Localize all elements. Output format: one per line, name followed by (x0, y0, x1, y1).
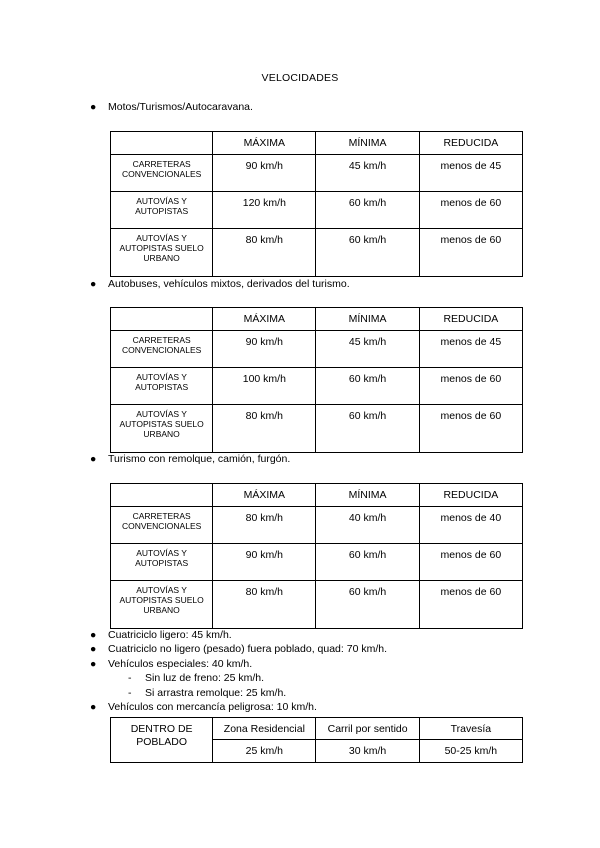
header-empty (111, 308, 213, 331)
row-label: CARRETERAS CONVENCIONALES (111, 507, 213, 544)
speed-table-autobuses (110, 307, 523, 453)
cell-minima: 45 km/h (316, 331, 419, 368)
bullet-dot: ● (90, 643, 97, 655)
bullet-mercancia-peligrosa (90, 701, 317, 713)
cell-zona-residencial: 25 km/h (213, 740, 316, 763)
cell-maxima: 120 km/h (213, 192, 316, 229)
cell-minima: 60 km/h (316, 229, 419, 277)
table-row (111, 155, 523, 192)
bullet-motos (90, 101, 253, 113)
bullet-cuatriciclo-no-ligero (90, 643, 387, 655)
cell-maxima: 90 km/h (213, 331, 316, 368)
cell-reducida: menos de 60 (419, 368, 522, 405)
table-row (111, 368, 523, 405)
header-minima: MÍNIMA (316, 132, 419, 155)
row-label: AUTOVÍAS Y AUTOPISTAS SUELO URBANO (111, 229, 213, 277)
section-label: Turismo con remolque, camión, furgón. (108, 453, 291, 465)
bullet-vehiculos-especiales (90, 658, 252, 670)
cell-carril-sentido: 30 km/h (316, 740, 419, 763)
bullet-text: Vehículos con mercancía peligrosa: 10 km/h. (108, 701, 317, 713)
table-row (111, 331, 523, 368)
cell-reducida: menos de 60 (419, 192, 522, 229)
cell-minima: 45 km/h (316, 155, 419, 192)
row-label: AUTOVÍAS Y AUTOPISTAS SUELO URBANO (111, 405, 213, 453)
cell-reducida: menos de 45 (419, 155, 522, 192)
cell-reducida: menos de 40 (419, 507, 522, 544)
cell-reducida: menos de 60 (419, 544, 522, 581)
header-reducida: REDUCIDA (419, 484, 522, 507)
header-maxima: MÁXIMA (213, 132, 316, 155)
bullet-text: Cuatriciclo ligero: 45 km/h. (108, 629, 232, 641)
cell-maxima: 90 km/h (213, 544, 316, 581)
cell-maxima: 80 km/h (213, 581, 316, 629)
table-row (111, 581, 523, 629)
sub-bullet-text: Sin luz de freno: 25 km/h. (145, 672, 265, 684)
section-label: Autobuses, vehículos mixtos, derivados del turismo. (108, 278, 350, 290)
table-header-row (111, 484, 523, 507)
row-label: AUTOVÍAS Y AUTOPISTAS (111, 368, 213, 405)
bullet-cuatriciclo-ligero (90, 629, 232, 641)
bullet-autobuses (90, 278, 350, 290)
sub-bullet-dash: - (128, 672, 132, 684)
table-row (111, 192, 523, 229)
bullet-turismo-remolque (90, 453, 290, 465)
cell-minima: 60 km/h (316, 544, 419, 581)
row-label: AUTOVÍAS Y AUTOPISTAS SUELO URBANO (111, 581, 213, 629)
table-header-row (111, 132, 523, 155)
cell-maxima: 80 km/h (213, 405, 316, 453)
header-carril-sentido: Carril por sentido (316, 718, 419, 740)
bullet-dot: ● (90, 101, 97, 113)
header-zona-residencial: Zona Residencial (213, 718, 316, 740)
header-reducida: REDUCIDA (419, 132, 522, 155)
cell-minima: 60 km/h (316, 368, 419, 405)
sub-bullet-arrastra-remolque (128, 687, 286, 699)
header-reducida: REDUCIDA (419, 308, 522, 331)
header-empty (111, 484, 213, 507)
bullet-dot: ● (90, 658, 97, 670)
cell-reducida: menos de 60 (419, 229, 522, 277)
poblado-table (110, 717, 523, 763)
cell-minima: 60 km/h (316, 192, 419, 229)
speed-table-turismo-remolque (110, 483, 523, 629)
row-label: AUTOVÍAS Y AUTOPISTAS (111, 192, 213, 229)
bullet-dot: ● (90, 701, 97, 713)
section-label: Motos/Turismos/Autocaravana. (108, 101, 253, 113)
table-row (111, 405, 523, 453)
header-empty (111, 132, 213, 155)
poblado-label: DENTRO DE POBLADO (111, 718, 213, 763)
sub-bullet-text: Si arrastra remolque: 25 km/h. (145, 687, 287, 699)
cell-maxima: 80 km/h (213, 507, 316, 544)
header-minima: MÍNIMA (316, 308, 419, 331)
row-label: CARRETERAS CONVENCIONALES (111, 331, 213, 368)
table-header-row (111, 308, 523, 331)
cell-maxima: 100 km/h (213, 368, 316, 405)
table-row (111, 544, 523, 581)
cell-reducida: menos de 60 (419, 581, 522, 629)
cell-minima: 40 km/h (316, 507, 419, 544)
bullet-text: Vehículos especiales: 40 km/h. (108, 658, 253, 670)
header-travesia: Travesía (419, 718, 522, 740)
cell-minima: 60 km/h (316, 405, 419, 453)
speed-table-motos (110, 131, 523, 277)
header-maxima: MÁXIMA (213, 484, 316, 507)
bullet-dot: ● (90, 278, 97, 290)
cell-reducida: menos de 45 (419, 331, 522, 368)
row-label: AUTOVÍAS Y AUTOPISTAS (111, 544, 213, 581)
page-title: VELOCIDADES (261, 72, 339, 84)
bullet-text: Cuatriciclo no ligero (pesado) fuera poblado, quad: 70 km/h. (108, 643, 387, 655)
bullet-dot: ● (90, 453, 97, 465)
sub-bullet-sin-luz-freno (128, 672, 264, 684)
table-row (111, 507, 523, 544)
cell-maxima: 90 km/h (213, 155, 316, 192)
header-minima: MÍNIMA (316, 484, 419, 507)
sub-bullet-dash: - (128, 687, 132, 699)
table-header-row (111, 718, 523, 740)
header-maxima: MÁXIMA (213, 308, 316, 331)
table-row (111, 229, 523, 277)
row-label: CARRETERAS CONVENCIONALES (111, 155, 213, 192)
cell-reducida: menos de 60 (419, 405, 522, 453)
cell-minima: 60 km/h (316, 581, 419, 629)
cell-maxima: 80 km/h (213, 229, 316, 277)
bullet-dot: ● (90, 629, 97, 641)
cell-travesia: 50-25 km/h (419, 740, 522, 763)
